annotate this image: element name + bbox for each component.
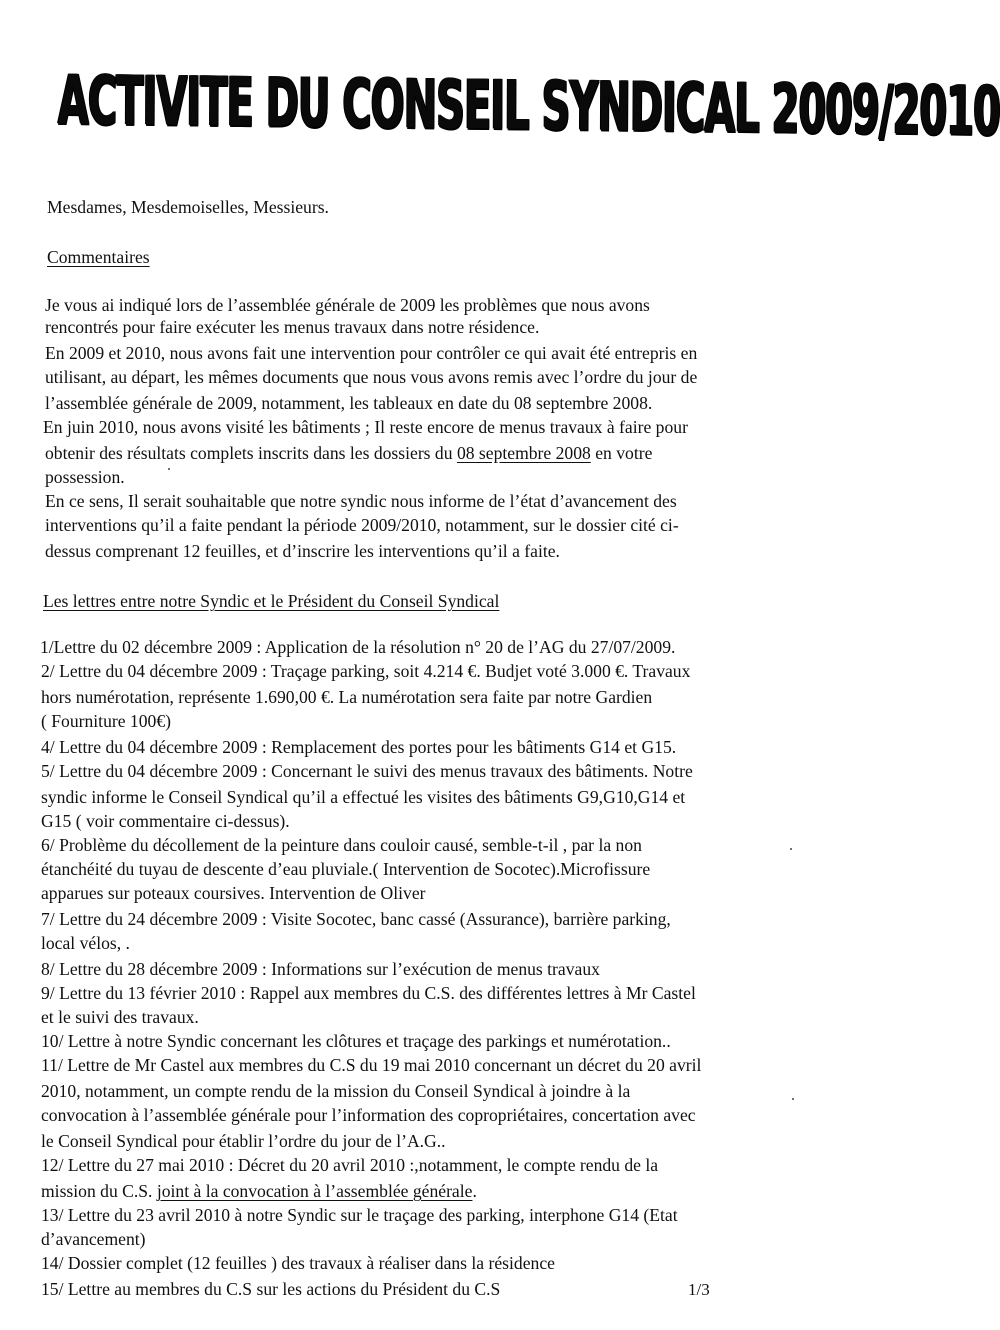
- letter-line: 2/ Lettre du 04 décembre 2009 : Traçage parking, soit 4.214 €. Budjet voté 3.000 €. Travaux: [41, 661, 691, 681]
- comments-line: possession.: [45, 467, 125, 487]
- comments-line: En 2009 et 2010, nous avons fait une intervention pour contrôler ce qui avait été entrepris en: [45, 343, 698, 363]
- letter-line: syndic informe le Conseil Syndical qu’il a effectué les visites des bâtiments G9,G10,G14 et: [41, 787, 686, 807]
- letter-line: 6/ Problème du décollement de la peinture dans couloir causé, semble-t-il , par la non: [41, 835, 642, 855]
- letter-line: G15 ( voir commentaire ci-dessus).: [41, 811, 290, 831]
- letter-line: 14/ Dossier complet (12 feuilles ) des travaux à réaliser dans la résidence: [41, 1253, 555, 1273]
- date-underlined: 08 septembre 2008: [456, 443, 591, 463]
- comments-line: En ce sens, Il serait souhaitable que notre syndic nous informe de l’état d’avancement des: [45, 491, 677, 511]
- letter-line: et le suivi des travaux.: [41, 1007, 199, 1027]
- letters-heading: Les lettres entre notre Syndic et le Président du Conseil Syndical: [43, 591, 500, 611]
- letter-text: .: [472, 1181, 477, 1201]
- letter-line: le Conseil Syndical pour établir l’ordre du jour de l’A.G..: [41, 1131, 446, 1151]
- comments-line: l’assemblée générale de 2009, notamment, les tableaux en date du 08 septembre 2008.: [45, 393, 653, 413]
- letter-line: 13/ Lettre du 23 avril 2010 à notre Syndic sur le traçage des parking, interphone G14 (Etat: [41, 1205, 678, 1225]
- letter-line: 9/ Lettre du 13 février 2010 : Rappel aux membres du C.S. des différentes lettres à Mr Castel: [41, 983, 696, 1003]
- scan-speck: [792, 1098, 794, 1100]
- page-number: 1/3: [688, 1280, 710, 1299]
- letter-line: 7/ Lettre du 24 décembre 2009 : Visite Socotec, banc cassé (Assurance), barrière parking,: [41, 909, 671, 929]
- letter-line: 4/ Lettre du 04 décembre 2009 : Remplacement des portes pour les bâtiments G14 et G15.: [41, 737, 677, 757]
- scan-speck: [790, 848, 792, 850]
- letter-line: 1/Lettre du 02 décembre 2009 : Application de la résolution n° 20 de l’AG du 27/07/2009.: [40, 637, 676, 657]
- letter-line: apparues sur poteaux coursives. Intervention de Oliver: [41, 883, 426, 903]
- letter-underlined: joint à la convocation à l’assemblée générale: [156, 1181, 473, 1201]
- letter-line: ( Fourniture 100€): [41, 711, 171, 731]
- comments-line: rencontrés pour faire exécuter les menus travaux dans notre résidence.: [45, 317, 540, 337]
- comments-text: obtenir des résultats complets inscrits dans les dossiers du: [45, 443, 457, 463]
- comments-line: Je vous ai indiqué lors de l’assemblée générale de 2009 les problèmes que nous avons: [45, 295, 650, 315]
- comments-heading: Commentaires: [47, 247, 150, 267]
- letter-line: 15/ Lettre au membres du C.S sur les actions du Président du C.S: [41, 1279, 501, 1299]
- letter-line: 2010, notamment, un compte rendu de la mission du Conseil Syndical à joindre à la: [41, 1081, 631, 1101]
- letter-line: 5/ Lettre du 04 décembre 2009 : Concernant le suivi des menus travaux des bâtiments. Notre: [41, 761, 693, 781]
- letter-line: d’avancement): [41, 1229, 146, 1249]
- comments-line: dessus comprenant 12 feuilles, et d’inscrire les interventions qu’il a faite.: [45, 541, 560, 561]
- letter-line: convocation à l’assemblée générale pour l’information des copropriétaires, concertation avec: [41, 1105, 696, 1125]
- comments-line: [45, 442, 652, 464]
- comments-line: interventions qu’il a faite pendant la période 2009/2010, notamment, sur le dossier cité ci-: [45, 515, 679, 535]
- letter-line: étanchéité du tuyau de descente d’eau pluviale.( Intervention de Socotec).Microfissure: [41, 859, 651, 879]
- letter-line: local vélos, .: [41, 933, 130, 953]
- scan-speck: [168, 468, 170, 470]
- comments-text: en votre: [590, 443, 653, 463]
- page-title: ACTIVITE DU CONSEIL SYNDICAL 2009/2010: [57, 62, 1000, 152]
- greeting: Mesdames, Mesdemoiselles, Messieurs.: [47, 197, 329, 217]
- comments-line: utilisant, au départ, les mêmes documents que nous vous avons remis avec l’ordre du jour de: [45, 367, 698, 387]
- letter-line: 10/ Lettre à notre Syndic concernant les clôtures et traçage des parkings et numérotation..: [41, 1031, 671, 1051]
- comments-line: En juin 2010, nous avons visité les bâtiments ; Il reste encore de menus travaux à faire pour: [43, 417, 688, 437]
- letter-text: mission du C.S.: [41, 1181, 157, 1201]
- letter-line: 12/ Lettre du 27 mai 2010 : Décret du 20 avril 2010 :,notamment, le compte rendu de la: [41, 1155, 659, 1175]
- letter-line: [41, 1180, 477, 1202]
- letter-line: 11/ Lettre de Mr Castel aux membres du C.S du 19 mai 2010 concernant un décret du 20 avril: [41, 1055, 702, 1075]
- letter-line: 8/ Lettre du 28 décembre 2009 : Informations sur l’exécution de menus travaux: [41, 959, 600, 979]
- letter-line: hors numérotation, représente 1.690,00 €. La numérotation sera faite par notre Gardien: [41, 687, 653, 707]
